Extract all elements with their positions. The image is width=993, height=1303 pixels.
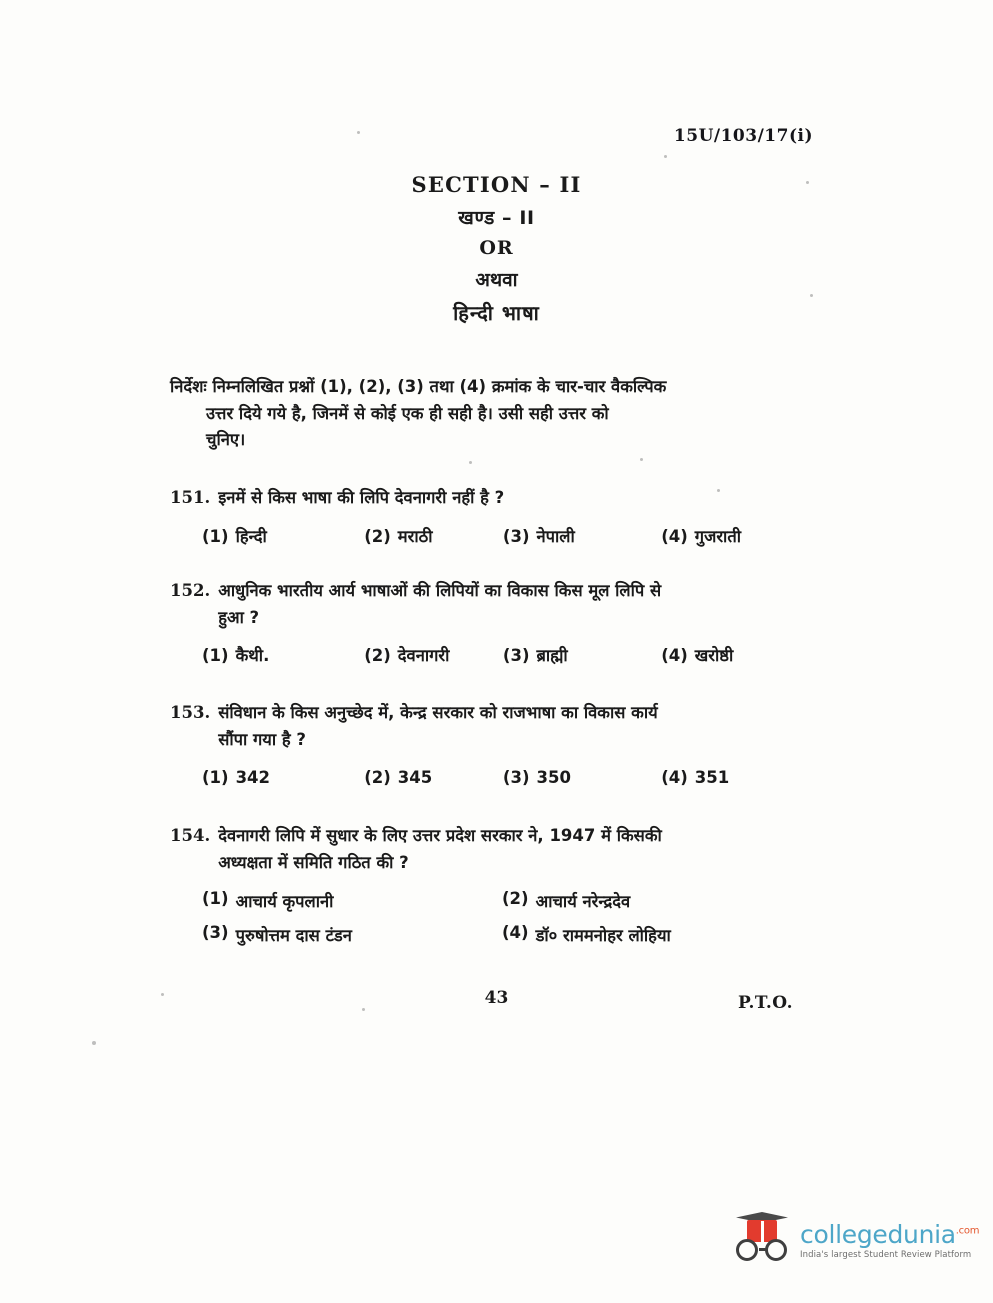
instruction-line-2: उत्तर दिये गये है, जिनमें से कोई एक ही सही है। उसी सही उत्तर को	[206, 403, 609, 423]
option-1[interactable]	[202, 644, 364, 669]
question-text-line-1: देवनागरी लिपि में सुधार के लिए उत्तर प्रदेश सरकार ने, 1947 में किसकी	[218, 826, 662, 845]
question-item	[170, 485, 798, 549]
question-item	[170, 578, 798, 669]
lens-right-icon	[765, 1239, 787, 1261]
options-grid	[170, 889, 798, 946]
option-4[interactable]	[502, 923, 671, 946]
paper-code: 15U/103/17(i)	[673, 126, 813, 146]
glasses-bridge-icon	[759, 1248, 767, 1251]
scan-speck	[664, 155, 667, 158]
question-text-row	[170, 485, 798, 512]
question-text-row	[170, 700, 798, 753]
watermark-text	[800, 1218, 979, 1260]
question-text-row	[170, 578, 798, 631]
question-text	[218, 823, 798, 876]
option-number: (1)	[202, 646, 229, 666]
option-label: गुजराती	[694, 526, 742, 546]
question-text	[218, 700, 798, 753]
option-number: (3)	[502, 768, 530, 788]
option-label: आचार्य नरेन्द्रदेव	[535, 892, 631, 912]
question-text-line-1: आधुनिक भारतीय आर्य भाषाओं की लिपियों का विकास किस मूल लिपि से	[218, 581, 662, 600]
option-label: डॉ० राममनोहर लोहिया	[535, 926, 671, 946]
option-label: हिन्दी	[235, 526, 267, 546]
option-number: (3)	[202, 923, 229, 943]
option-3[interactable]	[503, 766, 661, 791]
question-text-row	[170, 823, 798, 876]
instruction-line-3: चुनिए।	[206, 430, 246, 450]
option-3[interactable]	[202, 923, 502, 946]
section-headings	[0, 172, 993, 333]
scan-speck	[469, 461, 472, 464]
page-number: 43	[484, 988, 509, 1008]
watermark-tagline: India's largest Student Review Platform	[800, 1250, 972, 1261]
option-label: पुरुषोत्तम दास टंडन	[235, 926, 352, 946]
option-label: खरोष्ठी	[694, 646, 734, 666]
option-label: आचार्य कृपलानी	[235, 892, 334, 912]
heading-section: SECTION – II	[411, 172, 582, 197]
option-number: (2)	[364, 768, 391, 788]
option-label: कैथी.	[235, 646, 270, 666]
question-text-line-2: सौंपा गया है ?	[218, 729, 306, 749]
option-number: (4)	[502, 923, 529, 943]
option-number: (2)	[502, 889, 529, 909]
option-2[interactable]	[364, 644, 503, 669]
option-label: मराठी	[397, 526, 433, 546]
collegedunia-watermark	[733, 1212, 979, 1266]
options-row	[170, 766, 798, 791]
heading-language: हिन्दी भाषा	[453, 301, 540, 325]
heading-khand: खण्ड – II	[458, 207, 535, 229]
question-text-line-2: हुआ ?	[218, 607, 260, 627]
watermark-domain: .com	[955, 1225, 980, 1237]
options-grid-row	[202, 889, 798, 912]
watermark-name	[800, 1220, 980, 1250]
options-row	[170, 525, 798, 550]
option-number: (1)	[202, 889, 229, 909]
option-1[interactable]	[202, 525, 364, 550]
option-label: नेपाली	[536, 526, 575, 546]
option-2[interactable]	[502, 889, 630, 912]
question-item	[170, 700, 798, 791]
question-number: 152.	[170, 581, 211, 600]
options-row	[170, 644, 798, 669]
graduation-cap-glasses-icon	[733, 1212, 791, 1266]
option-number: (1)	[202, 526, 229, 546]
option-3[interactable]	[503, 644, 661, 669]
scan-speck	[92, 1041, 96, 1045]
option-number: (4)	[661, 526, 688, 546]
options-grid-row	[202, 923, 798, 946]
option-2[interactable]	[364, 766, 503, 791]
question-number: 153.	[170, 703, 211, 722]
option-number: (1)	[202, 768, 229, 788]
lens-left-icon	[736, 1239, 758, 1261]
question-text: इनमें से किस भाषा की लिपि देवनागरी नहीं है ?	[218, 488, 505, 507]
question-text	[218, 578, 798, 631]
option-4[interactable]	[661, 766, 798, 791]
option-number: (3)	[502, 526, 530, 546]
option-label: 351	[694, 768, 730, 788]
option-1[interactable]	[202, 766, 364, 791]
instructions-block	[170, 374, 795, 454]
scan-speck	[640, 458, 643, 461]
option-label: ब्राह्मी	[536, 646, 568, 666]
question-item	[170, 823, 798, 957]
question-text-line-1: संविधान के किस अनुच्छेद में, केन्द्र सरकार को राजभाषा का विकास कार्य	[218, 703, 658, 722]
heading-or: OR	[479, 237, 514, 259]
option-label: 342	[235, 768, 271, 788]
instruction-line-1: निर्देशः निम्नलिखित प्रश्नों (1), (2), (3) तथा (4) क्रमांक के चार-चार वैकल्पिक	[170, 377, 667, 396]
pto-label: P.T.O.	[738, 993, 793, 1013]
option-number: (2)	[364, 526, 391, 546]
glasses-icon	[735, 1239, 789, 1264]
question-text-line-2: अध्यक्षता में समिति गठित की ?	[218, 852, 409, 872]
option-1[interactable]	[202, 889, 502, 912]
watermark-brand: collegedunia	[800, 1220, 956, 1250]
option-label: देवनागरी	[397, 646, 450, 666]
heading-athwa: अथवा	[475, 269, 518, 291]
question-number: 154.	[170, 826, 211, 845]
option-number: (2)	[364, 646, 391, 666]
option-3[interactable]	[503, 525, 661, 550]
option-number: (3)	[502, 646, 530, 666]
option-2[interactable]	[364, 525, 503, 550]
option-number: (4)	[661, 768, 688, 788]
question-number: 151.	[170, 488, 211, 507]
option-label: 350	[536, 768, 571, 788]
option-4[interactable]	[661, 525, 798, 550]
option-number: (4)	[661, 646, 688, 666]
option-4[interactable]	[661, 644, 798, 669]
option-label: 345	[397, 768, 433, 788]
